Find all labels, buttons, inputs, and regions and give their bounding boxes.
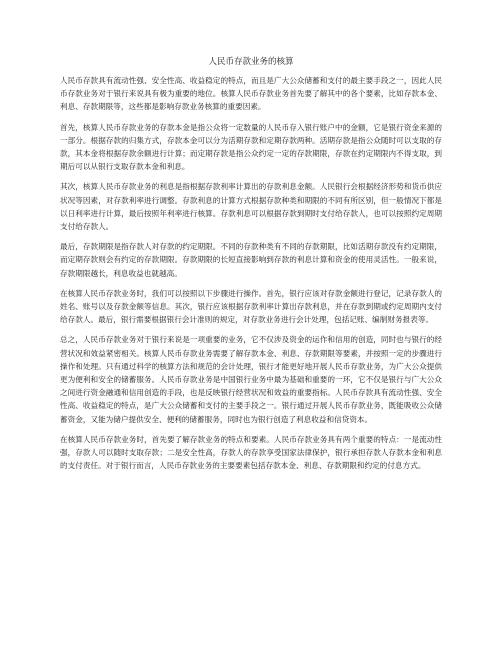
paragraph-steps: 在核算人民币存款业务时，我们可以按照以下步骤进行操作。首先，银行应该对存款金额进行登记，记录存款人的姓名、账号以及存款金额等信息。其次，银行应该根据存款利率计算出存款利息，并在存款到期或约定周期内支付给存款人。最后，银行需要根据银行会计准则的规定，对存款业务进行会计处理，包括记账、编制财务报表等。	[60, 288, 442, 325]
paragraph-summary: 总之，人民币存款业务对于银行来说是一项重要的业务，它不仅涉及资金的运作和信用的创造，同时也与银行的经营状况和效益紧密相关。核算人民币存款业务需要了解存款本金、利息、存款期限等要素，并按照一定的步骤进行操作和处理。只有通过科学的核算方法和规范的会计处理，银行才能更好地开展人民币存款业务，为广大公众提供更为便利和安全的储蓄服务。人民币存款业务是中国银行业务中最为基础和重要的一环，它不仅是银行与广大公众之间进行资金融通和信用创造的手段，也是反映银行经营状况和效益的重要指标。人民币存款具有流动性强、安全性高、收益稳定的特点，是广大公众储蓄和支付的主要手段之一。银行通过开展人民币存款业务，既能吸收公众储蓄资金，又能为储户提供安全、便利的储蓄服务，同时也为银行创造了利息收益和信贷资本。	[60, 335, 442, 424]
paragraph-interest: 其次，核算人民币存款业务的利息是指根据存款利率计算出的存款利息金额。人民银行会根据经济形势和货币供应状况等因素，对存款利率进行调整。存款利息的计算方式根据存款种类和期限的不同有所区别，但一般情况下都是以日利率进行计算，最后按照年利率进行核算。存款利息可以根据存款到期时支付给存款人，也可以按照约定周期支付给存款人。	[60, 182, 442, 232]
paragraph-principal: 首先，核算人民币存款业务的存款本金是指公众将一定数量的人民币存入银行账户中的金额，它是银行资金来源的一部分。根据存款的归集方式，存款本金可以分为活期存款和定期存款两种。活期存款是指公众随时可以支取的存款，其本金将根据存款余额进行计算；而定期存款是指公众约定一定的存款期限，存款在约定期限内不得支取，到期后可以从银行支取存款本金和利息。	[60, 122, 442, 172]
paragraph-features: 在核算人民币存款业务时，首先要了解存款业务的特点和要素。人民币存款业务具有两个重要的特点：一是流动性强，存款人可以随时支取存款；二是安全性高，存款人的存款享受国家法律保护，银行承担存款人存款本金和利息的支付责任。对于银行而言，人民币存款业务的主要要素包括存款本金、利息、存款期限和约定的付息方式。	[60, 434, 442, 471]
paragraph-intro: 人民币存款具有流动性强、安全性高、收益稳定的特点，而且是广大公众储蓄和支付的最主要手段之一，因此人民币存款业务对于银行来说具有极为重要的地位。核算人民币存款业务首先要了解其中的各个要素，比如存款本金、利息、存款期限等，这些都是影响存款业务核算的重要因素。	[60, 76, 442, 112]
document-page	[60, 56, 442, 479]
document-title: 人民币存款业务的核算	[208, 57, 294, 67]
paragraph-term: 最后，存款期限是指存款人对存款的约定期限。不同的存款种类有不同的存款期限，比如活期存款没有约定期限，而定期存款则会有约定的存款期限。存款期限的长短直接影响到存款的利息计算和资金的使用灵活性。一般来说，存款期限越长，利息收益也就越高。	[60, 242, 442, 278]
